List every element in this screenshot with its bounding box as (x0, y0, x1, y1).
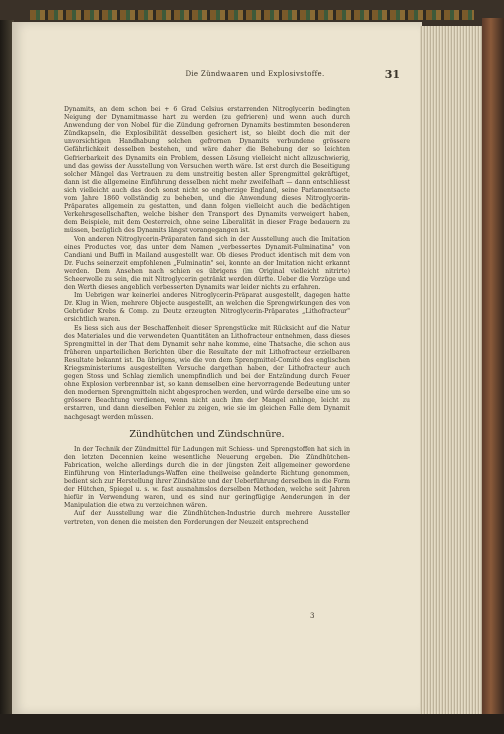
background-bottom (0, 714, 504, 734)
body-text (64, 106, 350, 527)
paragraph: Von anderen Nitroglycerin-Präparaten fand sich in der Ausstellung auch die Imitation eines Productes vor, das unter dem Namen „verbessertes Dynamit-Fulminatina" von Candiani und Buffi in Mailand ausgestellt war. Ob dieses Product identisch mit dem von Dr. Fuchs seinerzeit empfohlenen „Fulminatin" sei, konnte an der Imitation nicht erkannt werden. Dem Ansehen nach schien es übrigens (im Original vielleicht nitrirte) Scheerwolle zu sein, die mit Nitroglycerin getränkt werden dürfte. Ueber die Vorzüge und den Werth dieses angeblich verbesserten Dynamits war leider nichts zu erfahren. (64, 235, 350, 292)
paragraph: Dynamits, an dem schon bei + 6 Grad Celsius erstarrenden Nitroglycerin bedingten Neigung der Dynamitmasse hart zu werden (zu gefrieren) und wenn auch durch Anwendung der von Nobel für die Zündung gefrornen Dynamits bestimmten besonderen Zündkapseln, die Explosibilität desselben gesichert ist, so bleibt doch die mit der unvorsichtigen Handhabung solchen gefrornen Dynamits verbundene grössere Gefährlichkeit desselben bestehen, und wäre daher die Behebung der so leichten Gefrierbarkeit des Dynamits ein Problem, dessen Lösung vielleicht nicht allzuschwierig, und das gewiss der Ausstellung von Versuchen werth wäre. Ist erst durch die Beseitigung solcher Mängel das Vertrauen zu dem unstreitig besten aller Sprengmittel gekräftiget, dann ist die allgemeine Einführung desselben nicht mehr zweifelhaft — dann entschliesst sich vielleicht auch das doch sonst nicht so engherzige England, seine Parlamentsacte vom Jahre 1860 vollständig zu beheben, und die Anwendung dieses Nitroglycerin-Präparates allgemein zu gestatten, und dann folgen vielleicht auch die bedächtigen Verkehrsgesellschaften, welche bisher den Transport des Dynamits verweigert haben, dem Beispiele, mit dem Oesterreich, ohne seine Liberalität in dieser Frage bedauern zu müssen, bezüglich des Dynamits längst vorangegangen ist. (64, 106, 350, 235)
page-number: 31 (384, 68, 400, 81)
running-title: Die Zündwaaren und Explosivstoffe. (185, 70, 325, 78)
paragraph: Im Uebrigen war keinerlei anderes Nitroglycerin-Präparat ausgestellt, dagegen hatte Dr. Klug in Wien, mehrere Objecte ausgestellt, an welchen die Sprengwirkungen des von Gebrüder Krebs & Comp. zu Deutz erzeugten Nitroglycerin-Präparates „Lithofracteur" ersichtlich waren. (64, 292, 350, 324)
section-heading: Zündhütchen und Zündschnüre. (129, 428, 285, 440)
paragraph: Auf der Ausstellung war die Zündhütchen-Industrie durch mehrere Aussteller vertreten, von denen die meisten den Forderungen der Neuzeit entsprechend (64, 510, 350, 526)
book-cover-edge (482, 18, 504, 734)
paragraph: Es liess sich aus der Beschaffenheit dieser Sprengstücke mit Rücksicht auf die Natur des Materiales und die verwendeten Quantitäten an Lithofracteur entnehmen, dass dieses Sprengmittel in der That dem Dynamit sehr nahe komme, eine Thatsache, die schon aus früheren unparteilichen Berichten über die Resultate der mit Lithofracteur erzielbaren Resultate bekannt ist. Da übrigens, wie die von dem Sprengmittel-Comité des englischen Kriegsministeriums ausgestellten Versuche dargethan haben, der Lithofracteur auch gegen Stoss und Schlag ziemlich unempfindlich und bei der Entzündung durch Feuer ohne Explosion verbrennbar ist, so kann demselben eine hervorragende Bedeutung unter den modernen Sprengmitteln nicht abgesprochen werden, und würde derselbe eine um so grössere Beachtung verdienen, wenn nicht auch ihm der Mangel anhinge, leicht zu erstarren, und dann dieselben Fehler zu zeigen, wie sie im gleichen Falle dem Dynamit nachgesagt werden müssen. (64, 324, 350, 421)
page-stack-edge (420, 26, 482, 716)
signature-mark: 3 (310, 612, 315, 620)
paragraph: In der Technik der Zündmittel für Ladungen mit Schiess- und Sprengstoffen hat sich in den letzten Decennien keine wesentliche Neuerung ergeben. Die Zündhütchen-Fabrication, welche allerdings durch die in der jüngsten Zeit allgemeiner gewordene Einführung von Hinterladungs-Waffen eine theilweise geänderte Richtung genommen, bedient sich zur Herstellung ihrer Zündsätze und der Ueberführung derselben in die Form der Hütchen, Spiegel u. s. w. fast ausnahmslos derselben Methoden, welche seit Jahren hiefür in Verwendung waren, und es sind nur geringfügige Aenderungen in der Manipulation die etwa zu verzeichnen wären. (64, 445, 350, 510)
